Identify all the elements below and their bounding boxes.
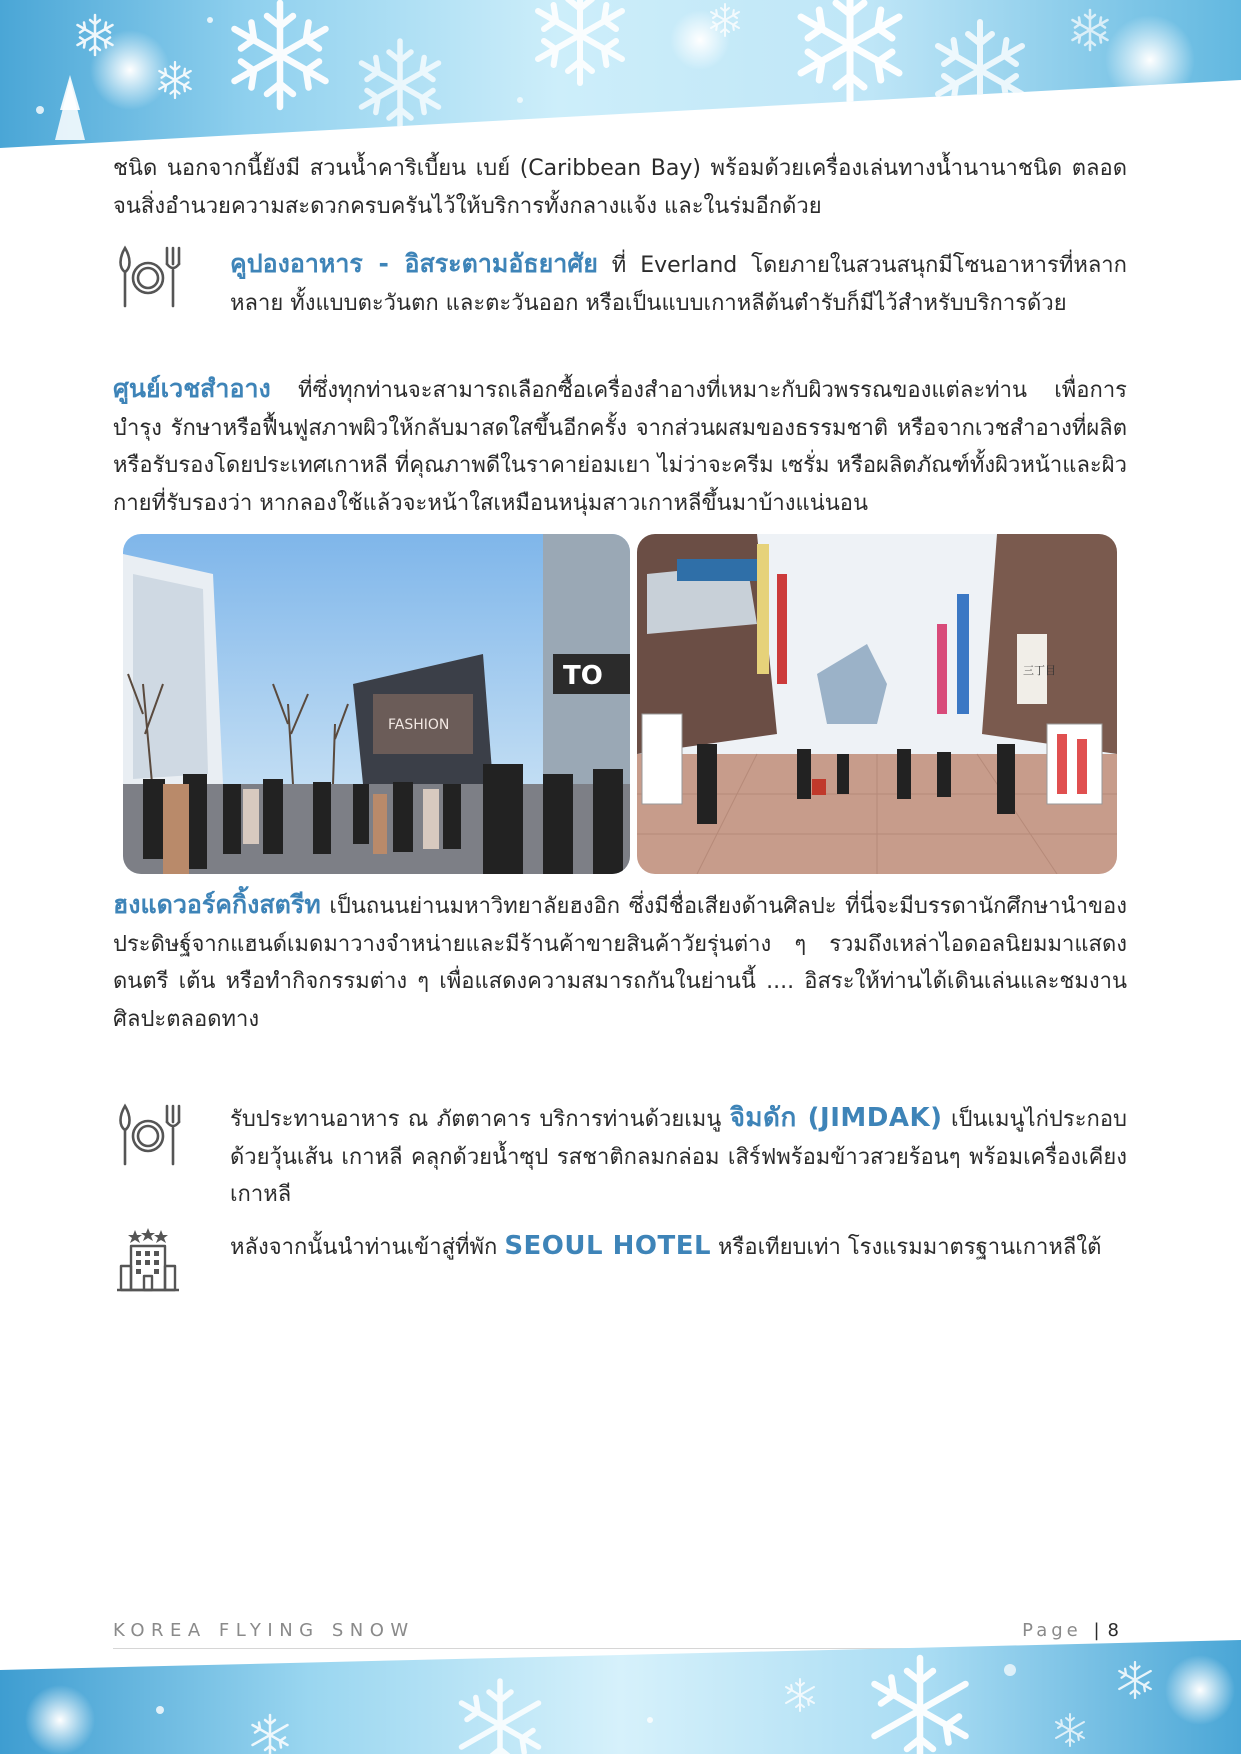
snowflake-decor [0,0,1241,150]
snowflake-decor [0,1640,1241,1754]
hotel-icon [113,1228,183,1298]
left-photo-billboard: FASHION [388,717,450,733]
dining-icon [113,242,183,312]
intro-paragraph [113,150,1127,225]
hongdae-text: เป็นถนนย่านมหาวิทยาลัยฮงอิก ซึ่งมีชื่อเสียงด้านศิลปะ ที่นี่จะมีบรรดานักศึกษานำของประดิษฐ์จากแฮนด์เมดมาวางจำหน่ายและมีร้านค้าขายสินค้าวัยรุ่นต่าง ๆ รวมถึงเหล่าไอดอลนิยมมาแสดงดนตรี เต้น หรือทำกิจกรรมต่าง ๆ เพื่อแสดงความสมารถกันในย่านนี้ .... อิสระให้ท่านได้เดินเล่นและชมงานศิลปะตลอดทาง [113,894,1127,1032]
page-number: 8 [1107,1620,1119,1641]
meal1-paragraph [230,245,1127,322]
footer-page [1022,1620,1119,1641]
meal1-highlight: คูปองอาหาร - อิสระตามอัธยาศัย [230,249,598,278]
hongdae-paragraph [113,886,1127,1038]
meal2-text-before: รับประทานอาหาร ณ ภัตตาคาร บริการท่านด้วยเมนู [230,1107,730,1132]
hotel-text-after: หรือเทียบเท่า โรงแรมมาตรฐานเกาหลีใต้ [711,1235,1102,1260]
hotel-paragraph [230,1228,1127,1267]
cosmetics-paragraph [113,370,1127,522]
top-winter-banner [0,0,1241,150]
right-photo-sign: 三丁目 [1023,664,1056,677]
photo-seoul-crossing [123,534,630,874]
page-label: Page [1022,1620,1082,1641]
hongdae-highlight: ฮงแดวอร์คกิ้งสตรีท [113,890,321,919]
cosmetics-text: ที่ซึ่งทุกท่านจะสามารถเลือกซื้อเครื่องสำอางที่เหมาะกับผิวพรรณของแต่ละท่าน เพื่อการบำรุง รักษาหรือฟื้นฟูสภาพผิวให้กลับมาสดใสขึ้นอีกครั้ง จากส่วนผสมของธรรมชาติ หรือจากเวชสำอางที่ผลิตหรือรับรองโดยประเทศเกาหลี ที่คุณภาพดีในราคาย่อมเยา ไม่ว่าจะครีม เซรั่ม หรือผลิตภัณฑ์ทั้งผิวหน้าและผิวกายที่รับรองว่า หากลองใช้แล้วจะหน้าใสเหมือนหนุ่มสาวเกาหลีขึ้นมาบ้างแน่นอน [113,378,1127,516]
cosmetics-highlight: ศูนย์เวชสำอาง [113,374,271,403]
hotel-highlight: SEOUL HOTEL [504,1231,712,1261]
hotel-text-before: หลังจากนั้นนำท่านเข้าสู่ที่พัก [230,1235,505,1260]
left-photo-sign: TO [563,661,603,691]
dining-icon [113,1100,183,1170]
meal1-text: ที่ Everland โดยภายในสวนสนุกมีโซนอาหารที่หลากหลาย ทั้งแบบตะวันตก และตะวันออก หรือเป็นแบบเกาหลีต้นตำรับก็มีไว้สำหรับบริการด้วย [230,253,1127,316]
bottom-winter-banner [0,1640,1241,1754]
intro-text: ชนิด นอกจากนี้ยังมี สวนน้ำคาริเบี้ยน เบย์ (Caribbean Bay) พร้อมด้วยเครื่องเล่นทางน้ำนานาชนิด ตลอดจนสิ่งอำนวยความสะดวกครบครันไว้ให้บริการทั้งกลางแจ้ง และในร่มอีกด้วย [113,156,1127,219]
photo-hongdae-street [637,534,1117,874]
meal2-text-after: เป็นเมนูไก่ประกอบด้วยวุ้นเส้น เกาหลี คลุกด้วยน้ำซุป รสชาติกลมกล่อม เสิร์ฟพร้อมข้าวสวยร้อนๆ พร้อมเครื่องเคียงเกาหลี [230,1107,1128,1207]
meal2-paragraph [230,1100,1127,1214]
meal2-highlight: จิมดัก (JIMDAK) [729,1103,943,1133]
page-separator: | [1093,1620,1104,1641]
footer-brand: KOREA FLYING SNOW [113,1620,415,1641]
